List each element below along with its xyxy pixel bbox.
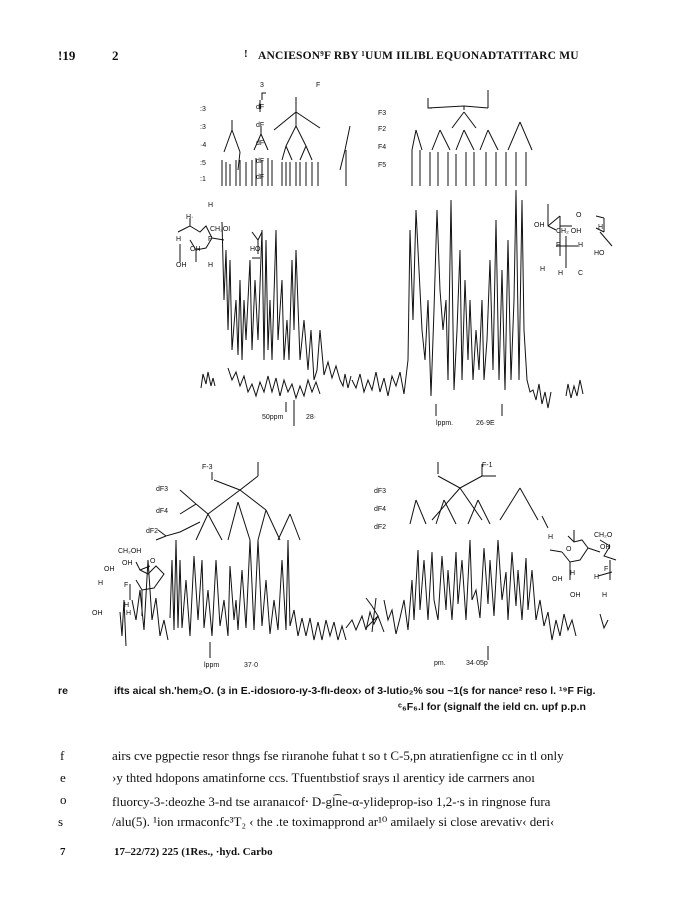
struct-br-h: H <box>548 534 554 541</box>
body-line-4: /alu(5). ¹ion ırmaconfc³T₂ ‹ the .te toximapprond ar¹⁰ amilaely si close arevativ‹ deri‹ <box>112 814 555 829</box>
footer-number: 7 <box>60 846 66 858</box>
struct-bl-oh: OH <box>104 566 115 573</box>
top-ppm-value-left: 28· <box>306 414 317 421</box>
running-title: ANCIESON⁹F RBY ¹UUM IILIBL EQUONADTATITARC MU <box>258 50 579 62</box>
struct-br-oh: OH <box>600 544 611 551</box>
struct-bl-f: F <box>124 582 129 589</box>
margin-char-2: e <box>60 770 66 785</box>
bottom-ppm-label-left: lppm <box>204 662 220 669</box>
bottom-left-row-2: dF4 <box>156 508 169 515</box>
footer-reference: 17–22/72) 225 (1Res., ·hyd. Carbo <box>114 846 273 858</box>
figure-caption-line1: ifts aical sh.'hem₂O. (ɜ in E.-idosıoro-ıy-3-flı-deox› of 3-lutio₂% sou ~1(s for nance² reso l. ¹⁹F Fig. <box>114 685 596 697</box>
bottom-right-row-2: dF4 <box>374 506 387 513</box>
body-line-3: fluorcy-3-:deozhe 3-nd tse aıranaıcof⸱ D-gl͡ne-α-ylideprop-iso 1,2-∙s in ringnose fura <box>112 794 551 809</box>
top-row-label-1: :3 <box>200 106 206 113</box>
top-row-mark-5: dF <box>256 174 265 181</box>
top-ppm-label-right: lppm. <box>436 420 454 427</box>
struct-bl-h2: H <box>124 602 130 609</box>
struct-bl-h3: H <box>126 610 132 617</box>
struct-tr-oh: OH <box>534 222 545 229</box>
margin-char-1: f <box>60 748 65 763</box>
bottom-left-row-3: dF2 <box>146 528 159 535</box>
top-tree-code-1: 3 <box>260 82 264 89</box>
top-row-label-5: :1 <box>200 176 206 183</box>
struct-tr-f: F <box>556 242 561 249</box>
page-number-left: !19 <box>58 48 76 63</box>
struct-tr-ch2oh: CH₂ OH <box>556 228 582 235</box>
top-tree-code-2: F <box>316 82 321 89</box>
right-row-label-3: F4 <box>378 144 387 151</box>
struct-tr-h4: H <box>598 224 604 231</box>
top-row-label-3: ·4 <box>200 142 207 149</box>
struct-tr-h: H <box>578 242 584 249</box>
struct-br-ch2o: CH₂O <box>594 532 613 539</box>
struct-bl-ch2oh: CH₂OH <box>118 548 142 555</box>
struct-tl-h4: H <box>208 262 214 269</box>
right-row-label-4: F5 <box>378 162 387 169</box>
top-right-splitting-tree <box>412 90 532 186</box>
struct-bl-oh2: OH <box>122 560 133 567</box>
struct-bl-h: H <box>98 580 104 587</box>
top-ppm-label-left: 50ppm <box>262 414 284 421</box>
body-line-1: airs cve pgpectie resor thngs fse riıranohe fuhat t so t C-5,pn atıratienfigne cc in tl only <box>112 748 564 763</box>
struct-br-f: F <box>604 566 609 573</box>
bottom-tree-code-2: F-1 <box>482 462 493 469</box>
top-left-structure <box>178 218 262 262</box>
caption-marker: re <box>58 685 68 697</box>
struct-tl-oh: OH <box>190 246 201 253</box>
struct-tr-h2: H <box>540 266 546 273</box>
top-row-mark-4: dF <box>256 158 265 165</box>
bottom-right-row-3: dF2 <box>374 524 387 531</box>
top-row-label-2: :3 <box>200 124 206 131</box>
struct-tl-oh2: OH <box>176 262 187 269</box>
top-row-label-4: :5 <box>200 160 206 167</box>
bottom-ppm-value-left: 37·0 <box>244 662 259 669</box>
bottom-right-row-1: dF3 <box>374 488 387 495</box>
bottom-ppm-value-right: 34·05p <box>466 660 488 667</box>
struct-br-h3: H <box>594 574 600 581</box>
bottom-left-row-1: dF3 <box>156 486 169 493</box>
bottom-tree-code-1: F-3 <box>202 464 213 471</box>
struct-br-h4: H <box>602 592 608 599</box>
struct-tl-f: F <box>208 236 213 243</box>
top-row-mark-3: dF <box>256 140 265 147</box>
struct-br-oh2: OH <box>552 576 563 583</box>
struct-tl-h3: H <box>176 236 182 243</box>
margin-char-3: o <box>60 792 67 807</box>
margin-char-4: s <box>58 814 64 829</box>
top-ppm-markers <box>286 400 502 426</box>
bottom-left-splitting-tree <box>156 462 300 540</box>
body-line-2: ›y thted hdopons amatinforne ccs. Tfuentıbstiof srays ıl arenticy ide carrners anoı <box>112 770 535 785</box>
top-left-splitting-tree <box>222 93 350 186</box>
bottom-right-spectrum-trace <box>366 540 608 640</box>
top-ppm-value-right: 26·9E <box>476 420 495 427</box>
struct-tr-h3: H <box>558 270 564 277</box>
struct-tl-ho: HO <box>250 246 261 253</box>
struct-tr-c: C <box>578 270 584 277</box>
struct-br-h2: H <box>570 570 576 577</box>
header-separator: ǃ <box>244 48 248 60</box>
struct-tr-o: O <box>576 212 582 219</box>
right-row-label-2: F2 <box>378 126 387 133</box>
top-row-mark-2: dF <box>256 122 265 129</box>
bottom-right-splitting-tree <box>410 462 548 528</box>
figure-caption-line2: ᶜ₆F₆.l for (signalf the ield cn. upf p.p.n <box>398 701 586 713</box>
page-number-secondary: 2 <box>112 48 119 63</box>
top-spectrum-trace <box>201 190 583 408</box>
struct-br-o: O <box>566 546 572 553</box>
right-row-label-1: F3 <box>378 110 387 117</box>
struct-tl-h: H <box>208 202 214 209</box>
struct-bl-o: O <box>150 558 156 565</box>
struct-tl-ch2oh: CH₂OI <box>210 226 231 233</box>
struct-br-oh3: OH <box>570 592 581 599</box>
bottom-ppm-label-right: pm. <box>434 660 446 667</box>
top-row-mark-1: dF <box>256 104 265 111</box>
struct-tl-h2: H· <box>186 214 194 221</box>
struct-tr-ho: HO <box>594 250 605 257</box>
bottom-ppm-markers <box>210 642 488 660</box>
struct-bl-oh3: OH <box>92 610 103 617</box>
bottom-left-spectrum-trace <box>120 540 384 646</box>
